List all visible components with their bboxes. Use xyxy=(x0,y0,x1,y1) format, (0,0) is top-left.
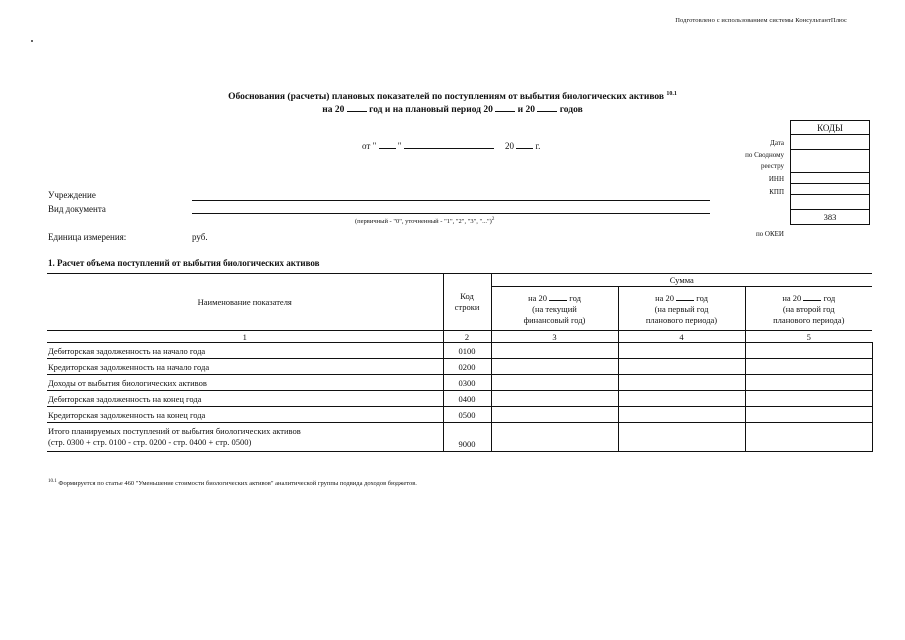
table-row xyxy=(47,375,872,391)
title-text: Обоснования (расчеты) плановых показателей по поступлениям от выбытия биологических активов xyxy=(228,92,665,103)
label-registry-2: реестру xyxy=(760,162,784,170)
row-value-current[interactable] xyxy=(491,343,618,359)
year-blank[interactable] xyxy=(549,291,567,301)
institution-label: Учреждение xyxy=(48,190,96,200)
col-header-year-2-l2: (на первый год xyxy=(654,304,709,314)
col-number-5: 5 xyxy=(745,331,872,343)
col-number-4: 4 xyxy=(618,331,745,343)
doc-type-note-ref: 2 xyxy=(491,217,495,222)
year-blank[interactable] xyxy=(676,291,694,301)
total-name-1: Итого планируемых поступлений от выбытия биологических активов xyxy=(48,426,301,436)
month-blank[interactable] xyxy=(404,139,494,149)
col-header-name-text: Наименование показателя xyxy=(197,297,292,307)
code-kpp-cell[interactable] xyxy=(791,184,870,195)
section-title: 1. Расчет объема поступлений от выбытия биологических активов xyxy=(48,258,320,268)
row-code: 0500 xyxy=(443,407,491,423)
subtitle-part: на 20 xyxy=(322,105,345,115)
row-value-plan-2[interactable] xyxy=(745,359,872,375)
row-name: Дебиторская задолженность на начало года xyxy=(47,343,443,359)
total-name-2: (стр. 0300 + стр. 0100 - стр. 0200 - стр. 0400 + стр. 0500) xyxy=(48,437,252,447)
table-row xyxy=(47,343,872,359)
row-name: Дебиторская задолженность на конец года xyxy=(47,391,443,407)
col-number-1: 1 xyxy=(47,331,443,343)
date-quote: " xyxy=(397,141,402,151)
date-prefix: от " xyxy=(362,141,377,151)
scan-speck xyxy=(31,40,33,42)
subtitle-part: годов xyxy=(559,105,583,115)
row-code: 0100 xyxy=(443,343,491,359)
unit-value: руб. xyxy=(192,232,208,242)
year-suffix: год xyxy=(823,293,836,303)
row-code: 0200 xyxy=(443,359,491,375)
row-code: 0300 xyxy=(443,375,491,391)
row-value-plan-2[interactable] xyxy=(745,407,872,423)
date-suffix: г. xyxy=(535,141,541,151)
day-blank[interactable] xyxy=(379,139,396,149)
table-row xyxy=(47,407,872,423)
table-row xyxy=(47,359,872,375)
col-header-year-3-l3: планового периода) xyxy=(773,315,845,325)
institution-field[interactable] xyxy=(192,200,710,201)
row-value-plan-1[interactable] xyxy=(618,407,745,423)
row-name: Кредиторская задолженность на начало года xyxy=(47,359,443,375)
label-okei: по ОКЕИ xyxy=(755,230,784,238)
code-inn-cell[interactable] xyxy=(791,173,870,184)
total-value-plan-1[interactable] xyxy=(618,423,745,452)
document-title xyxy=(0,88,905,103)
code-registry-cell[interactable] xyxy=(791,150,870,173)
row-value-plan-1[interactable] xyxy=(618,343,745,359)
footnote-text: Формируется по статье 460 "Уменьшение стоимости биологических активов" аналитической группы подвида доходов бюджетов. xyxy=(58,480,417,488)
row-value-current[interactable] xyxy=(491,375,618,391)
code-doc-type-cell[interactable] xyxy=(791,195,870,210)
col-header-year-3-l2: (на второй год xyxy=(782,304,835,314)
row-name: Доходы от выбытия биологических активов xyxy=(47,375,443,391)
doc-type-label: Вид документа xyxy=(48,204,106,214)
col-header-year-1-l3: финансовый год) xyxy=(523,315,586,325)
doc-type-field[interactable] xyxy=(192,213,710,214)
doc-type-note-text: (первичный - "0", уточненный - "1", "2", "3", "...") xyxy=(355,218,492,226)
title-footnote-ref: 10.1 xyxy=(666,91,677,97)
row-value-plan-2[interactable] xyxy=(745,375,872,391)
row-value-current[interactable] xyxy=(491,407,618,423)
row-value-plan-1[interactable] xyxy=(618,375,745,391)
table-row xyxy=(47,391,872,407)
col-header-code xyxy=(443,274,491,331)
year-blank[interactable] xyxy=(495,102,515,112)
codes-box xyxy=(790,120,870,225)
table-total-row xyxy=(47,423,872,452)
label-date: Дата xyxy=(770,139,784,147)
row-value-current[interactable] xyxy=(491,391,618,407)
col-header-sum: Сумма xyxy=(491,274,872,287)
year-blank[interactable] xyxy=(347,102,367,112)
total-name xyxy=(47,423,443,452)
consultant-note: Подготовлено с использованием системы КонсультантПлюс xyxy=(675,17,847,24)
label-inn: ИНН xyxy=(768,175,784,183)
codes-title: КОДЫ xyxy=(791,121,870,135)
row-value-plan-1[interactable] xyxy=(618,391,745,407)
total-value-plan-2[interactable] xyxy=(745,423,872,452)
total-code: 9000 xyxy=(443,423,491,452)
col-header-year-2 xyxy=(618,287,745,331)
year-suffix: год xyxy=(696,293,708,303)
unit-label: Единица измерения: xyxy=(48,232,127,242)
col-number-2: 2 xyxy=(443,331,491,343)
year-blank[interactable] xyxy=(537,102,557,112)
year-blank[interactable] xyxy=(803,291,821,301)
row-value-plan-1[interactable] xyxy=(618,359,745,375)
date-year-prefix: 20 xyxy=(504,141,514,151)
document-subtitle xyxy=(0,102,905,115)
row-value-current[interactable] xyxy=(491,359,618,375)
code-okei-cell: 383 xyxy=(791,210,870,225)
col-header-year-1 xyxy=(491,287,618,331)
label-registry-1: по Сводному xyxy=(745,151,784,159)
col-header-code-2: строки xyxy=(454,302,480,312)
subtitle-part: и 20 xyxy=(517,105,535,115)
col-header-code-1: Код xyxy=(460,291,474,301)
code-date-cell[interactable] xyxy=(791,135,870,150)
row-value-plan-2[interactable] xyxy=(745,391,872,407)
col-header-year-1-l2: (на текущий xyxy=(532,304,577,314)
label-kpp: КПП xyxy=(769,188,784,196)
col-number-3: 3 xyxy=(491,331,618,343)
col-header-year-3 xyxy=(745,287,872,331)
row-name: Кредиторская задолженность на конец года xyxy=(47,407,443,423)
date-line xyxy=(362,139,540,151)
col-header-name xyxy=(47,274,443,331)
year-prefix: на 20 xyxy=(528,293,548,303)
col-header-year-2-l3: планового периода) xyxy=(645,315,718,325)
subtitle-part: год и на плановый период 20 xyxy=(369,105,493,115)
year-prefix: на 20 xyxy=(782,293,802,303)
row-value-plan-2[interactable] xyxy=(745,343,872,359)
calc-table xyxy=(47,273,873,452)
row-code: 0400 xyxy=(443,391,491,407)
doc-type-note xyxy=(355,217,494,225)
year-prefix: на 20 xyxy=(655,293,675,303)
year-blank[interactable] xyxy=(516,139,533,149)
footnote-ref: 10.1 xyxy=(48,479,57,484)
total-value-current[interactable] xyxy=(491,423,618,452)
year-suffix: год xyxy=(569,293,581,303)
footnote xyxy=(48,479,417,487)
